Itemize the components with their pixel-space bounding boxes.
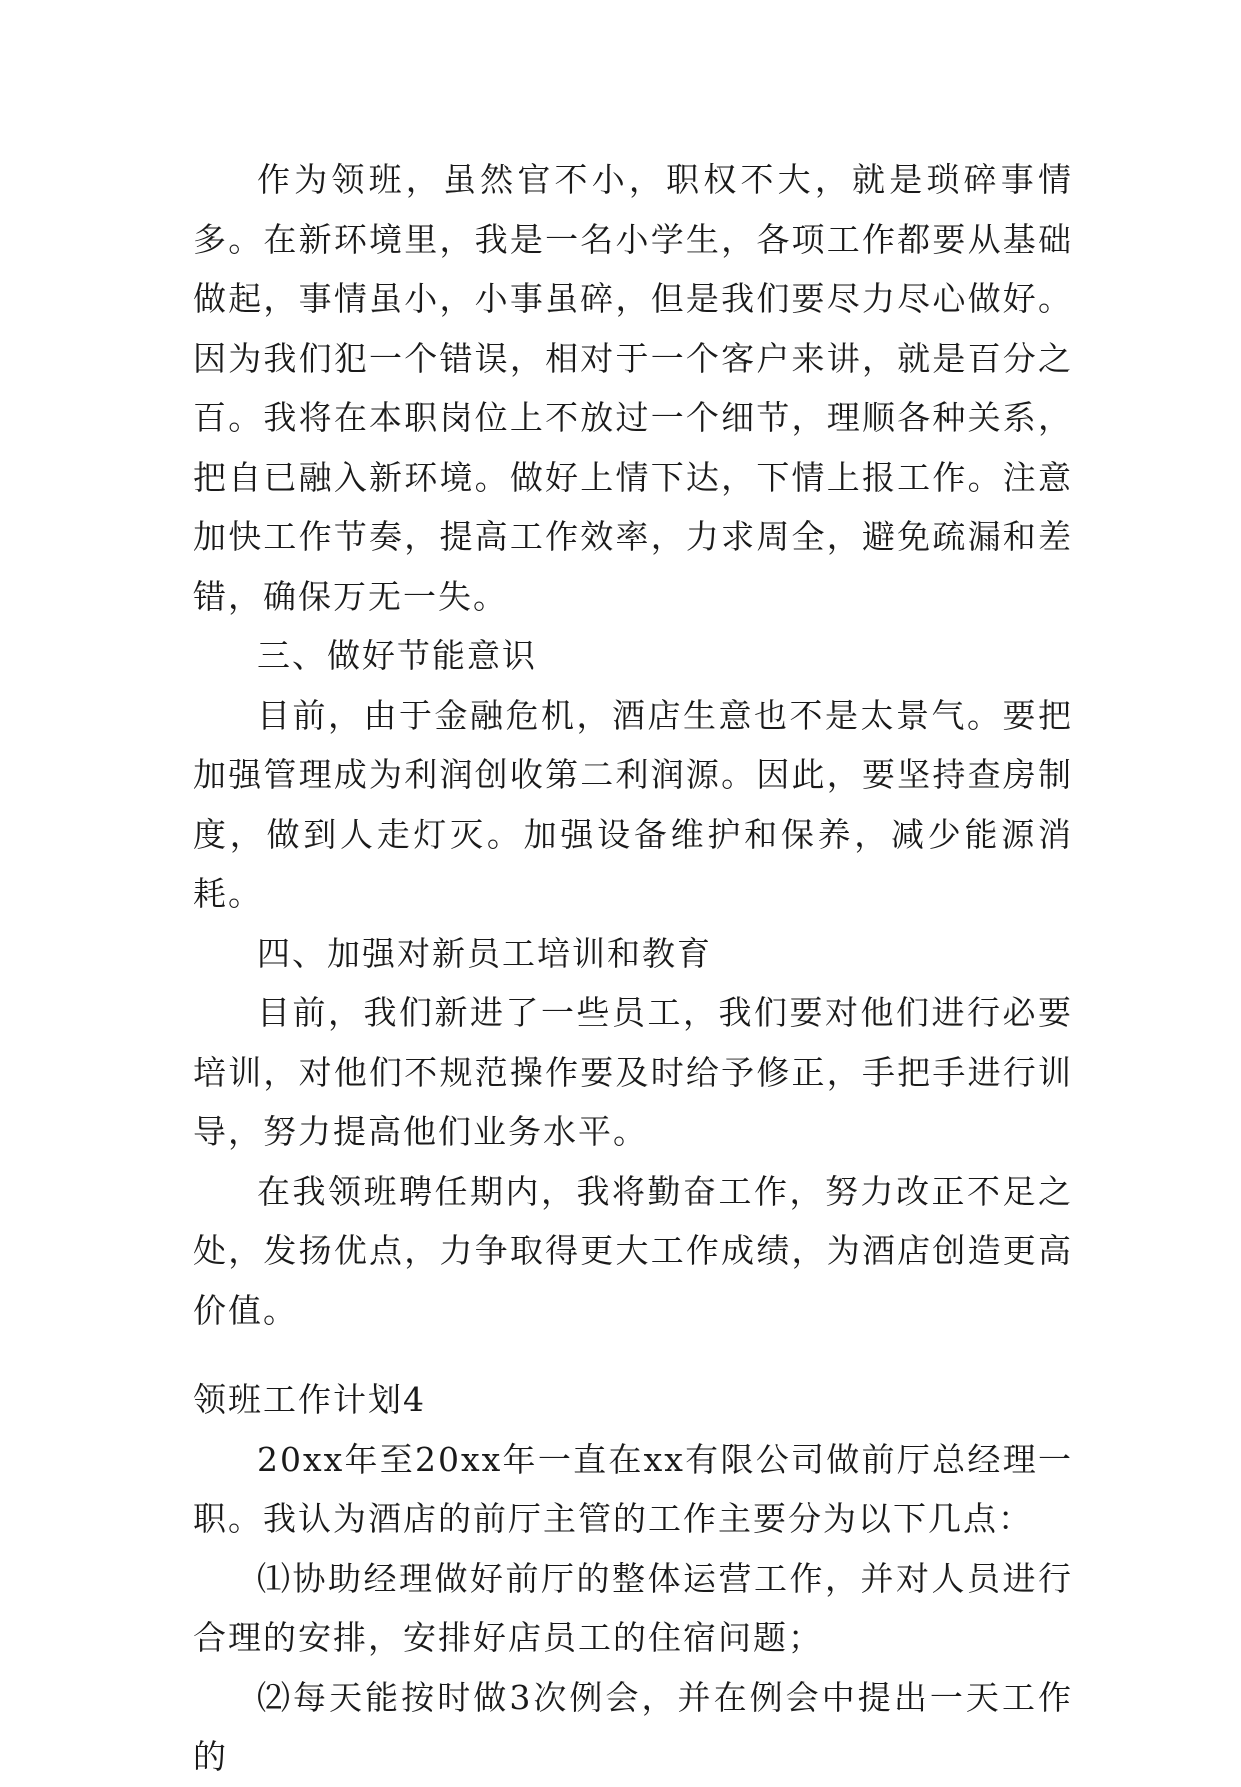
heading-energy-saving: 三、做好节能意识	[257, 636, 537, 675]
paragraph-commitment: 在我领班聘任期内，我将勤奋工作，努力改正不足之处，发扬优点，力争取得更大工作成绩，为酒店创造更高价值。	[193, 1171, 1073, 1330]
list-item-2: ⑵每天能按时做3次例会，并在例会中提出一天工作的	[193, 1677, 1073, 1776]
list-item-1: ⑴协助经理做好前厅的整体运营工作，并对人员进行合理的安排，安排好店员工的住宿问题；	[193, 1558, 1073, 1657]
document-page	[193, 150, 1073, 1787]
section-title: 领班工作计划4	[193, 1380, 426, 1419]
paragraph-training: 目前，我们新进了一些员工，我们要对他们进行必要培训，对他们不规范操作要及时给予修正，手把手进行训导，努力提高他们业务水平。	[193, 993, 1073, 1151]
paragraph-intro: 20xx年至20xx年一直在xx有限公司做前厅总经理一职。我认为酒店的前厅主管的工作主要分为以下几点：	[193, 1439, 1073, 1538]
paragraph-team-leader-duties: 作为领班，虽然官不小，职权不大，就是琐碎事情多。在新环境里，我是一名小学生，各项工作都要从基础做起，事情虽小，小事虽碎，但是我们要尽力尽心做好。因为我们犯一个错误，相对于一个客户来讲，就是百分之百。我将在本职岗位上不放过一个细节，理顺各种关系，把自已融入新环境。做好上情下达，下情上报工作。注意加快工作节奏，提高工作效率，力求周全，避免疏漏和差错，确保万无一失。	[193, 160, 1073, 616]
paragraph-energy-saving: 目前，由于金融危机，酒店生意也不是太景气。要把加强管理成为利润创收第二利润源。因此，要坚持查房制度，做到人走灯灭。加强设备维护和保养，减少能源消耗。	[193, 695, 1073, 913]
heading-training: 四、加强对新员工培训和教育	[257, 933, 712, 973]
section-gap	[193, 1340, 1073, 1370]
